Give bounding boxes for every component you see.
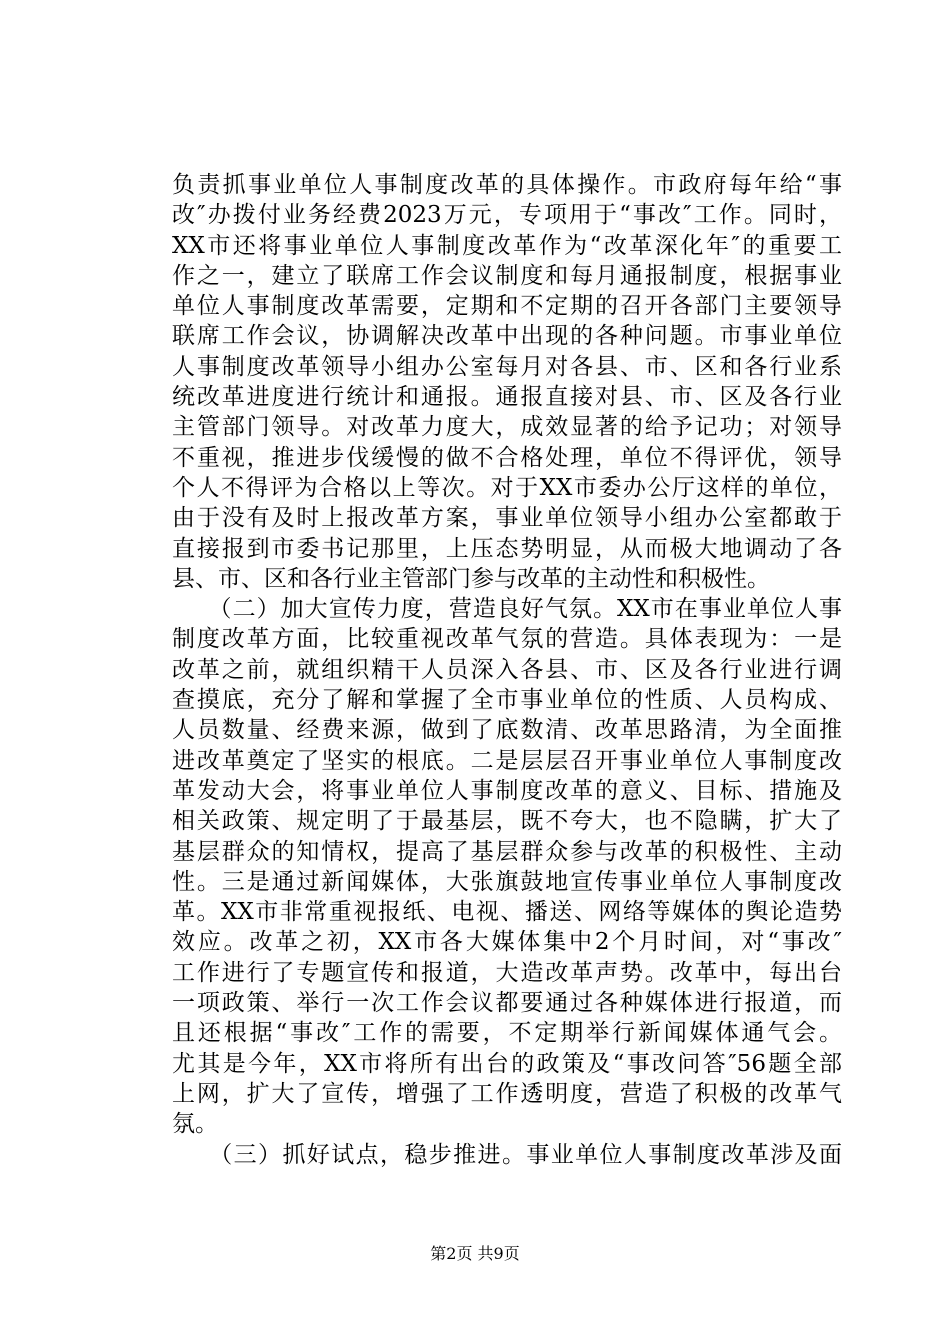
text-line: 工作进行了专题宣传和报道，大造改革声势。改革中，每出台: [172, 959, 842, 986]
text-line: 主管部门领导。对改革力度大，成效显著的给予记功；对领导: [172, 414, 842, 441]
body-text: [172, 170, 842, 1170]
text-line: 相关政策、规定明了于最基层，既不夸大，也不隐瞒，扩大了: [172, 808, 842, 835]
text-line: 效应。改革之初，XX市各大媒体集中2个月时间，对“事改″: [172, 929, 842, 956]
text-line: （三）抓好试点，稳步推进。事业单位人事制度改革涉及面: [172, 1141, 842, 1168]
text-line: 改革之前，就组织精干人员深入各县、市、区及各行业进行调: [172, 656, 842, 683]
text-line: 人员数量、经费来源，做到了底数清、改革思路清，为全面推: [172, 717, 842, 744]
text-line: 个人不得评为合格以上等次。对于XX市委办公厅这样的单位，: [172, 474, 842, 501]
text-line: 统改革进度进行统计和通报。通报直接对县、市、区及各行业: [172, 384, 842, 411]
text-line: 革。XX市非常重视报纸、电视、播送、网络等媒体的舆论造势: [172, 899, 842, 926]
text-line: 不重视，推进步伐缓慢的做不合格处理，单位不得评优，领导: [172, 444, 842, 471]
text-line: 单位人事制度改革需要，定期和不定期的召开各部门主要领导: [172, 293, 842, 320]
text-line: 直接报到市委书记那里，上压态势明显，从而极大地调动了各: [172, 535, 842, 562]
text-line: 联席工作会议，协调解决改革中出现的各种问题。市事业单位: [172, 323, 842, 350]
text-line: 进改革奠定了坚实的根底。二是层层召开事业单位人事制度改: [172, 747, 842, 774]
text-line: 尤其是今年，XX市将所有出台的政策及“事改问答″56题全部: [172, 1050, 842, 1077]
text-line: 改″办拨付业务经费2023万元，专项用于“事改″工作。同时，: [172, 202, 842, 229]
text-line: 作之一，建立了联席工作会议制度和每月通报制度，根据事业: [172, 262, 842, 289]
text-line: 县、市、区和各行业主管部门参与改革的主动性和积极性。: [172, 565, 770, 592]
text-line: 性。三是通过新闻媒体，大张旗鼓地宣传事业单位人事制度改: [172, 868, 842, 895]
text-line: 革发动大会，将事业单位人事制度改革的意义、目标、措施及: [172, 777, 842, 804]
text-line: XX市还将事业单位人事制度改革作为“改革深化年″的重要工: [172, 232, 842, 259]
text-line: 人事制度改革领导小组办公室每月对各县、市、区和各行业系: [172, 353, 842, 380]
text-line: 基层群众的知情权，提高了基层群众参与改革的积极性、主动: [172, 838, 842, 865]
text-line: 由于没有及时上报改革方案，事业单位领导小组办公室都敢于: [172, 505, 842, 532]
page-footer: 第2页 共9页: [430, 1244, 520, 1263]
text-line: 一项政策、举行一次工作会议都要通过各种媒体进行报道，而: [172, 990, 842, 1017]
text-line: 查摸底，充分了解和掌握了全市事业单位的性质、人员构成、: [172, 687, 842, 714]
text-line: 且还根据“事改″工作的需要，不定期举行新闻媒体通气会。: [172, 1020, 842, 1047]
text-line: （二）加大宣传力度，营造良好气氛。XX市在事业单位人事: [172, 596, 842, 623]
text-line: 负责抓事业单位人事制度改革的具体操作。市政府每年给“事: [172, 172, 842, 198]
text-line: 上网，扩大了宣传，增强了工作透明度，营造了积极的改革气: [172, 1080, 842, 1107]
text-line: 制度改革方面，比较重视改革气氛的营造。具体表现为：一是: [172, 626, 842, 653]
text-line: 氛。: [172, 1111, 218, 1138]
